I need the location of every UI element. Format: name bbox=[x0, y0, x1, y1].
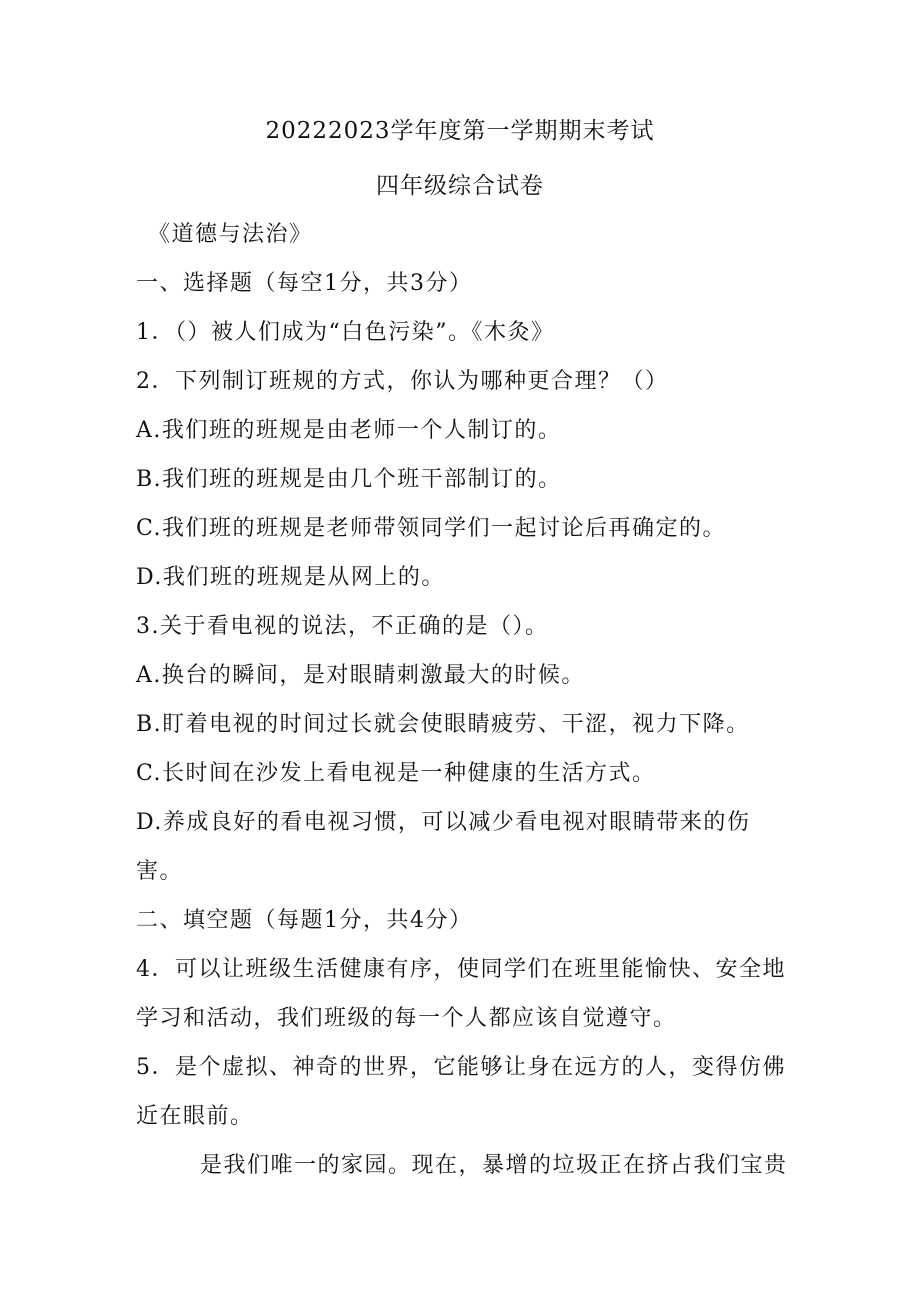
question-3-option-b: B.盯着电视的时间过长就会使眼睛疲劳、干涩，视力下降。 bbox=[136, 712, 750, 737]
question-1: 1．（）被人们成为“白色污染”。《木灸》 bbox=[136, 320, 555, 345]
question-6-start: 是我们唯一的家园。现在，暴增的垃圾正在挤占我们宝贵 bbox=[200, 1153, 788, 1178]
question-3-option-c: C.长时间在沙发上看电视是一种健康的生活方式。 bbox=[136, 761, 656, 786]
question-2-option-d: D.我们班的班规是从网上的。 bbox=[136, 565, 445, 590]
exam-title: 20222023学年度第一学期期末考试 bbox=[265, 118, 655, 144]
question-2-option-c: C.我们班的班规是老师带领同学们一起讨论后再确定的。 bbox=[136, 516, 727, 541]
question-2-stem: 2．下列制订班规的方式，你认为哪种更合理？（） bbox=[136, 369, 669, 394]
question-2-option-b: B.我们班的班规是由几个班干部制订的。 bbox=[136, 467, 562, 492]
question-5-line-1: 5．是个虚拟、神奇的世界，它能够让身在远方的人，变得仿佛 bbox=[136, 1055, 786, 1080]
question-3-stem: 3.关于看电视的说法，不正确的是（）。 bbox=[136, 614, 549, 639]
exam-subtitle: 四年级综合试卷 bbox=[376, 173, 544, 199]
section2-heading: 二、填空题（每题1分，共4分） bbox=[136, 908, 473, 933]
question-5-line-2: 近在眼前。 bbox=[136, 1104, 254, 1129]
question-3-option-d: D.养成良好的看电视习惯，可以减少看电视对眼睛带来的伤 bbox=[136, 810, 751, 835]
question-2-option-a: A.我们班的班规是由老师一个人制订的。 bbox=[136, 418, 562, 443]
question-3-option-d-continued: 害。 bbox=[136, 859, 184, 884]
subject-heading: 《道德与法治》 bbox=[148, 222, 313, 247]
question-4-line-1: 4．可以让班级生活健康有序，使同学们在班里能愉快、安全地 bbox=[136, 957, 786, 982]
question-4-line-2: 学习和活动，我们班级的每一个人都应该自觉遵守。 bbox=[136, 1006, 677, 1031]
section1-heading: 一、选择题（每空1分，共3分） bbox=[136, 271, 473, 296]
question-3-option-a: A.换台的瞬间，是对眼睛刺激最大的时候。 bbox=[136, 663, 585, 688]
